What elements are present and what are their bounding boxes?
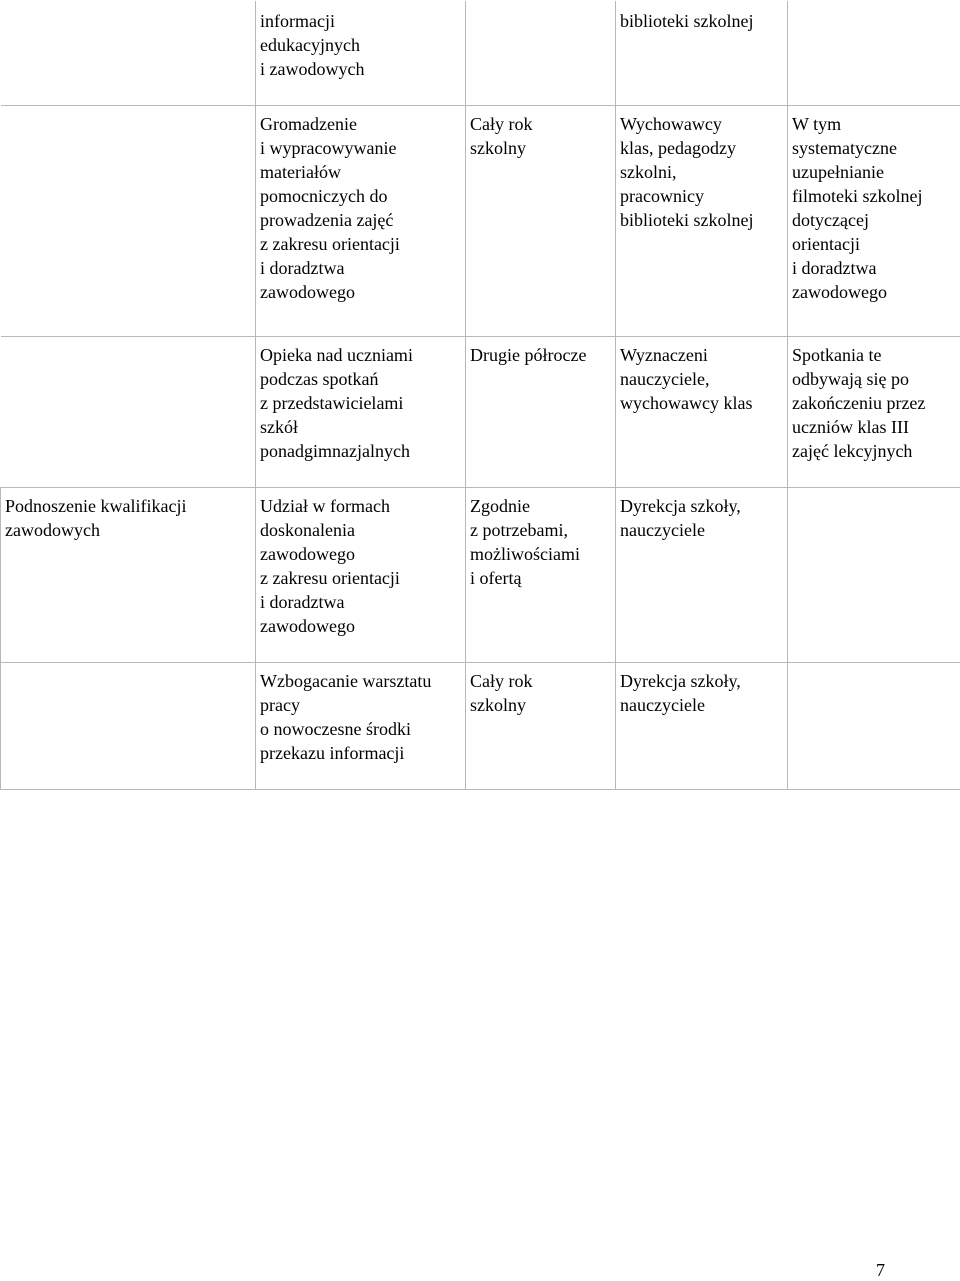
table-cell-task: Wzbogacanie warsztatu pracy o nowoczesne środki przekazu informacji bbox=[256, 663, 466, 790]
table-row bbox=[1, 488, 960, 663]
table-cell-responsible: Wyznaczeni nauczyciele, wychowawcy klas bbox=[616, 337, 788, 488]
table-cell-term: Drugie półrocze bbox=[466, 337, 616, 488]
table-cell-term bbox=[466, 1, 616, 106]
table-cell-responsible: Dyrekcja szkoły, nauczyciele bbox=[616, 663, 788, 790]
table-cell-area bbox=[1, 106, 256, 337]
table-row bbox=[1, 663, 960, 790]
table-cell-area bbox=[1, 337, 256, 488]
table-cell-term: Cały rok szkolny bbox=[466, 663, 616, 790]
table-cell-task: informacji edukacyjnych i zawodowych bbox=[256, 1, 466, 106]
table-cell-responsible: Wychowawcy klas, pedagodzy szkolni, pracownicy biblioteki szkolnej bbox=[616, 106, 788, 337]
table-cell-responsible: Dyrekcja szkoły, nauczyciele bbox=[616, 488, 788, 663]
table-cell-notes: W tym systematyczne uzupełnianie filmoteki szkolnej dotyczącej orientacji i doradztwa zawodowego bbox=[788, 106, 960, 337]
page-number: 7 bbox=[876, 1260, 885, 1280]
table-row bbox=[1, 106, 960, 337]
table-row bbox=[1, 337, 960, 488]
table-cell-task: Gromadzenie i wypracowywanie materiałów pomocniczych do prowadzenia zajęć z zakresu orientacji i doradztwa zawodowego bbox=[256, 106, 466, 337]
table-cell-notes bbox=[788, 488, 960, 663]
table-cell-area bbox=[1, 1, 256, 106]
table-cell-task: Udział w formach doskonalenia zawodowego z zakresu orientacji i doradztwa zawodowego bbox=[256, 488, 466, 663]
action-plan-table bbox=[0, 1, 960, 790]
table-cell-term: Zgodnie z potrzebami, możliwościami i ofertą bbox=[466, 488, 616, 663]
table-cell-area: Podnoszenie kwalifikacji zawodowych bbox=[1, 488, 256, 663]
table-cell-task: Opieka nad uczniami podczas spotkań z przedstawicielami szkół ponadgimnazjalnych bbox=[256, 337, 466, 488]
table-cell-notes: Spotkania te odbywają się po zakończeniu przez uczniów klas III zajęć lekcyjnych bbox=[788, 337, 960, 488]
table-cell-area bbox=[1, 663, 256, 790]
table-cell-term: Cały rok szkolny bbox=[466, 106, 616, 337]
table-cell-responsible: biblioteki szkolnej bbox=[616, 1, 788, 106]
table-cell-notes bbox=[788, 1, 960, 106]
table-row bbox=[1, 1, 960, 106]
table-cell-notes bbox=[788, 663, 960, 790]
